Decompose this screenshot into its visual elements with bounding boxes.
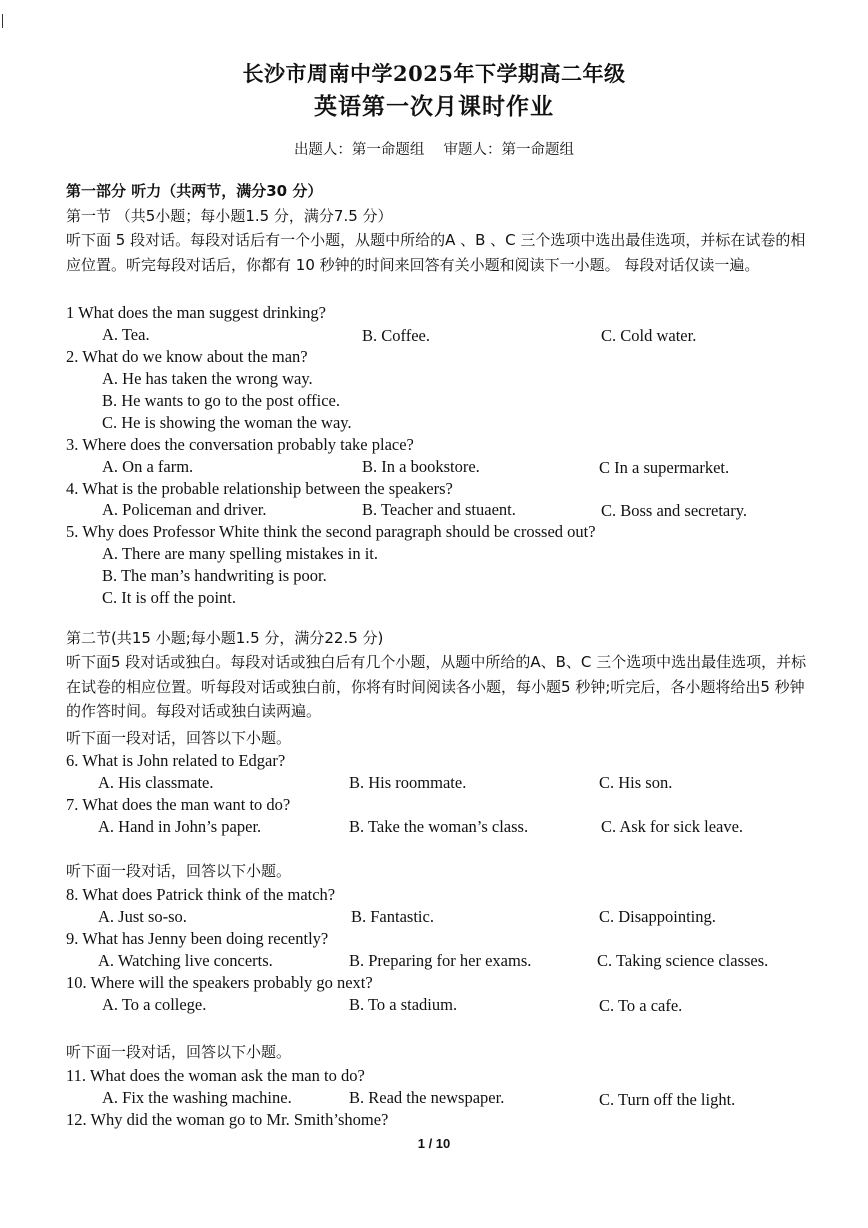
question-7-stem: 7. What does the man want to do?: [66, 795, 291, 814]
question-6-option-b: B. His roommate.: [349, 773, 467, 792]
question-9-option-a: A. Watching live concerts.: [98, 951, 273, 970]
page-number: 1 / 10: [417, 1136, 451, 1151]
listening-prompt-c: 听下面一段对话，回答以下小题。: [66, 1043, 292, 1061]
question-9-stem: 9. What has Jenny been doing recently?: [66, 929, 329, 948]
question-10-option-c: C. To a cafe.: [599, 996, 683, 1015]
question-7-option-a: A. Hand in John’s paper.: [98, 817, 262, 836]
scan-mark: [2, 14, 3, 28]
exam-title-line2: 英语第一次月课时作业: [314, 93, 554, 120]
question-11-stem: 11. What does the woman ask the man to do?: [66, 1066, 365, 1085]
exam-title-line1: 长沙市周南中学2025年下学期高二年级: [242, 61, 626, 86]
question-3-option-c: C In a supermarket.: [599, 458, 730, 477]
question-4-option-b: B. Teacher and stuaent.: [362, 500, 516, 519]
question-5-option-b: B. The man’s handwriting is poor.: [102, 566, 327, 585]
question-8-stem: 8. What does Patrick think of the match?: [66, 885, 336, 904]
listening-prompt-b: 听下面一段对话，回答以下小题。: [66, 862, 292, 880]
question-4-option-c: C. Boss and secretary.: [601, 501, 748, 520]
question-3-option-b: B. In a bookstore.: [362, 457, 480, 476]
question-1-option-a: A. Tea.: [102, 325, 150, 344]
question-8-option-b: B. Fantastic.: [351, 907, 434, 926]
question-4-stem: 4. What is the probable relationship between the speakers?: [66, 479, 453, 498]
question-10-option-b: B. To a stadium.: [349, 995, 458, 1014]
question-10-option-a: A. To a college.: [102, 995, 207, 1014]
question-7-option-b: B. Take the woman’s class.: [349, 817, 529, 836]
question-9-option-c: C. Taking science classes.: [597, 951, 769, 970]
question-1-option-b: B. Coffee.: [362, 326, 430, 345]
question-4-option-a: A. Policeman and driver.: [102, 500, 267, 519]
part1-heading: 第一部分 听力（共两节，满分30 分）: [66, 182, 323, 200]
question-1-option-c: C. Cold water.: [601, 326, 697, 345]
question-6-option-c: C. His son.: [599, 773, 673, 792]
question-11-option-b: B. Read the newspaper.: [349, 1088, 505, 1107]
question-12-stem: 12. Why did the woman go to Mr. Smith’shome?: [66, 1110, 389, 1129]
question-11-option-c: C. Turn off the light.: [599, 1090, 736, 1109]
question-8-option-a: A. Just so-so.: [98, 907, 187, 926]
question-6-stem: 6. What is John related to Edgar?: [66, 751, 286, 770]
question-5-option-c: C. It is off the point.: [102, 588, 236, 607]
section2-instructions: 听下面5 段对话或独白。每段对话或独白后有几个小题，从题中所给的A、B、C 三个选项中选出最佳选项，并标在试卷的相应位置。听每段对话或独白前，你将有时间阅读各小题，每小题5 秒钟;听完后，各小题将给出5 秒钟的作答时间。每段对话或独白读两遍。: [66, 653, 807, 720]
question-5-stem: 5. Why does Professor White think the second paragraph should be crossed out?: [66, 522, 596, 541]
question-11-option-a: A. Fix the washing machine.: [102, 1088, 292, 1107]
question-10-stem: 10. Where will the speakers probably go next?: [66, 973, 373, 992]
question-7-option-c: C. Ask for sick leave.: [601, 817, 744, 836]
question-2-option-b: B. He wants to go to the post office.: [102, 391, 340, 410]
question-2-stem: 2. What do we know about the man?: [66, 347, 308, 366]
question-6-option-a: A. His classmate.: [98, 773, 214, 792]
question-3-stem: 3. Where does the conversation probably take place?: [66, 435, 414, 454]
listening-prompt-a: 听下面一段对话，回答以下小题。: [66, 729, 292, 747]
question-9-option-b: B. Preparing for her exams.: [349, 951, 532, 970]
question-1-stem: 1 What does the man suggest drinking?: [66, 303, 326, 322]
question-8-option-c: C. Disappointing.: [599, 907, 716, 926]
question-3-option-a: A. On a farm.: [102, 457, 194, 476]
section2-heading: 第二节(共15 小题;每小题1.5 分，满分22.5 分): [66, 629, 384, 647]
setters-line: 出题人：第一命题组 审题人：第一命题组: [293, 142, 575, 158]
question-2-option-c: C. He is showing the woman the way.: [102, 413, 352, 432]
section1-instructions: 听下面 5 段对话。每段对话后有一个小题，从题中所给的A 、B 、C 三个选项中选出最佳选项，并标在试卷的相应位置。听完每段对话后，你都有 10 秒钟的时间来回答有关小题和阅读下一小题。 每段对话仅读一遍。: [66, 231, 806, 274]
question-2-option-a: A. He has taken the wrong way.: [102, 369, 313, 388]
section1-heading: 第一节 （共5小题；每小题1.5 分，满分7.5 分）: [66, 207, 393, 225]
question-5-option-a: A. There are many spelling mistakes in it.: [102, 544, 379, 563]
